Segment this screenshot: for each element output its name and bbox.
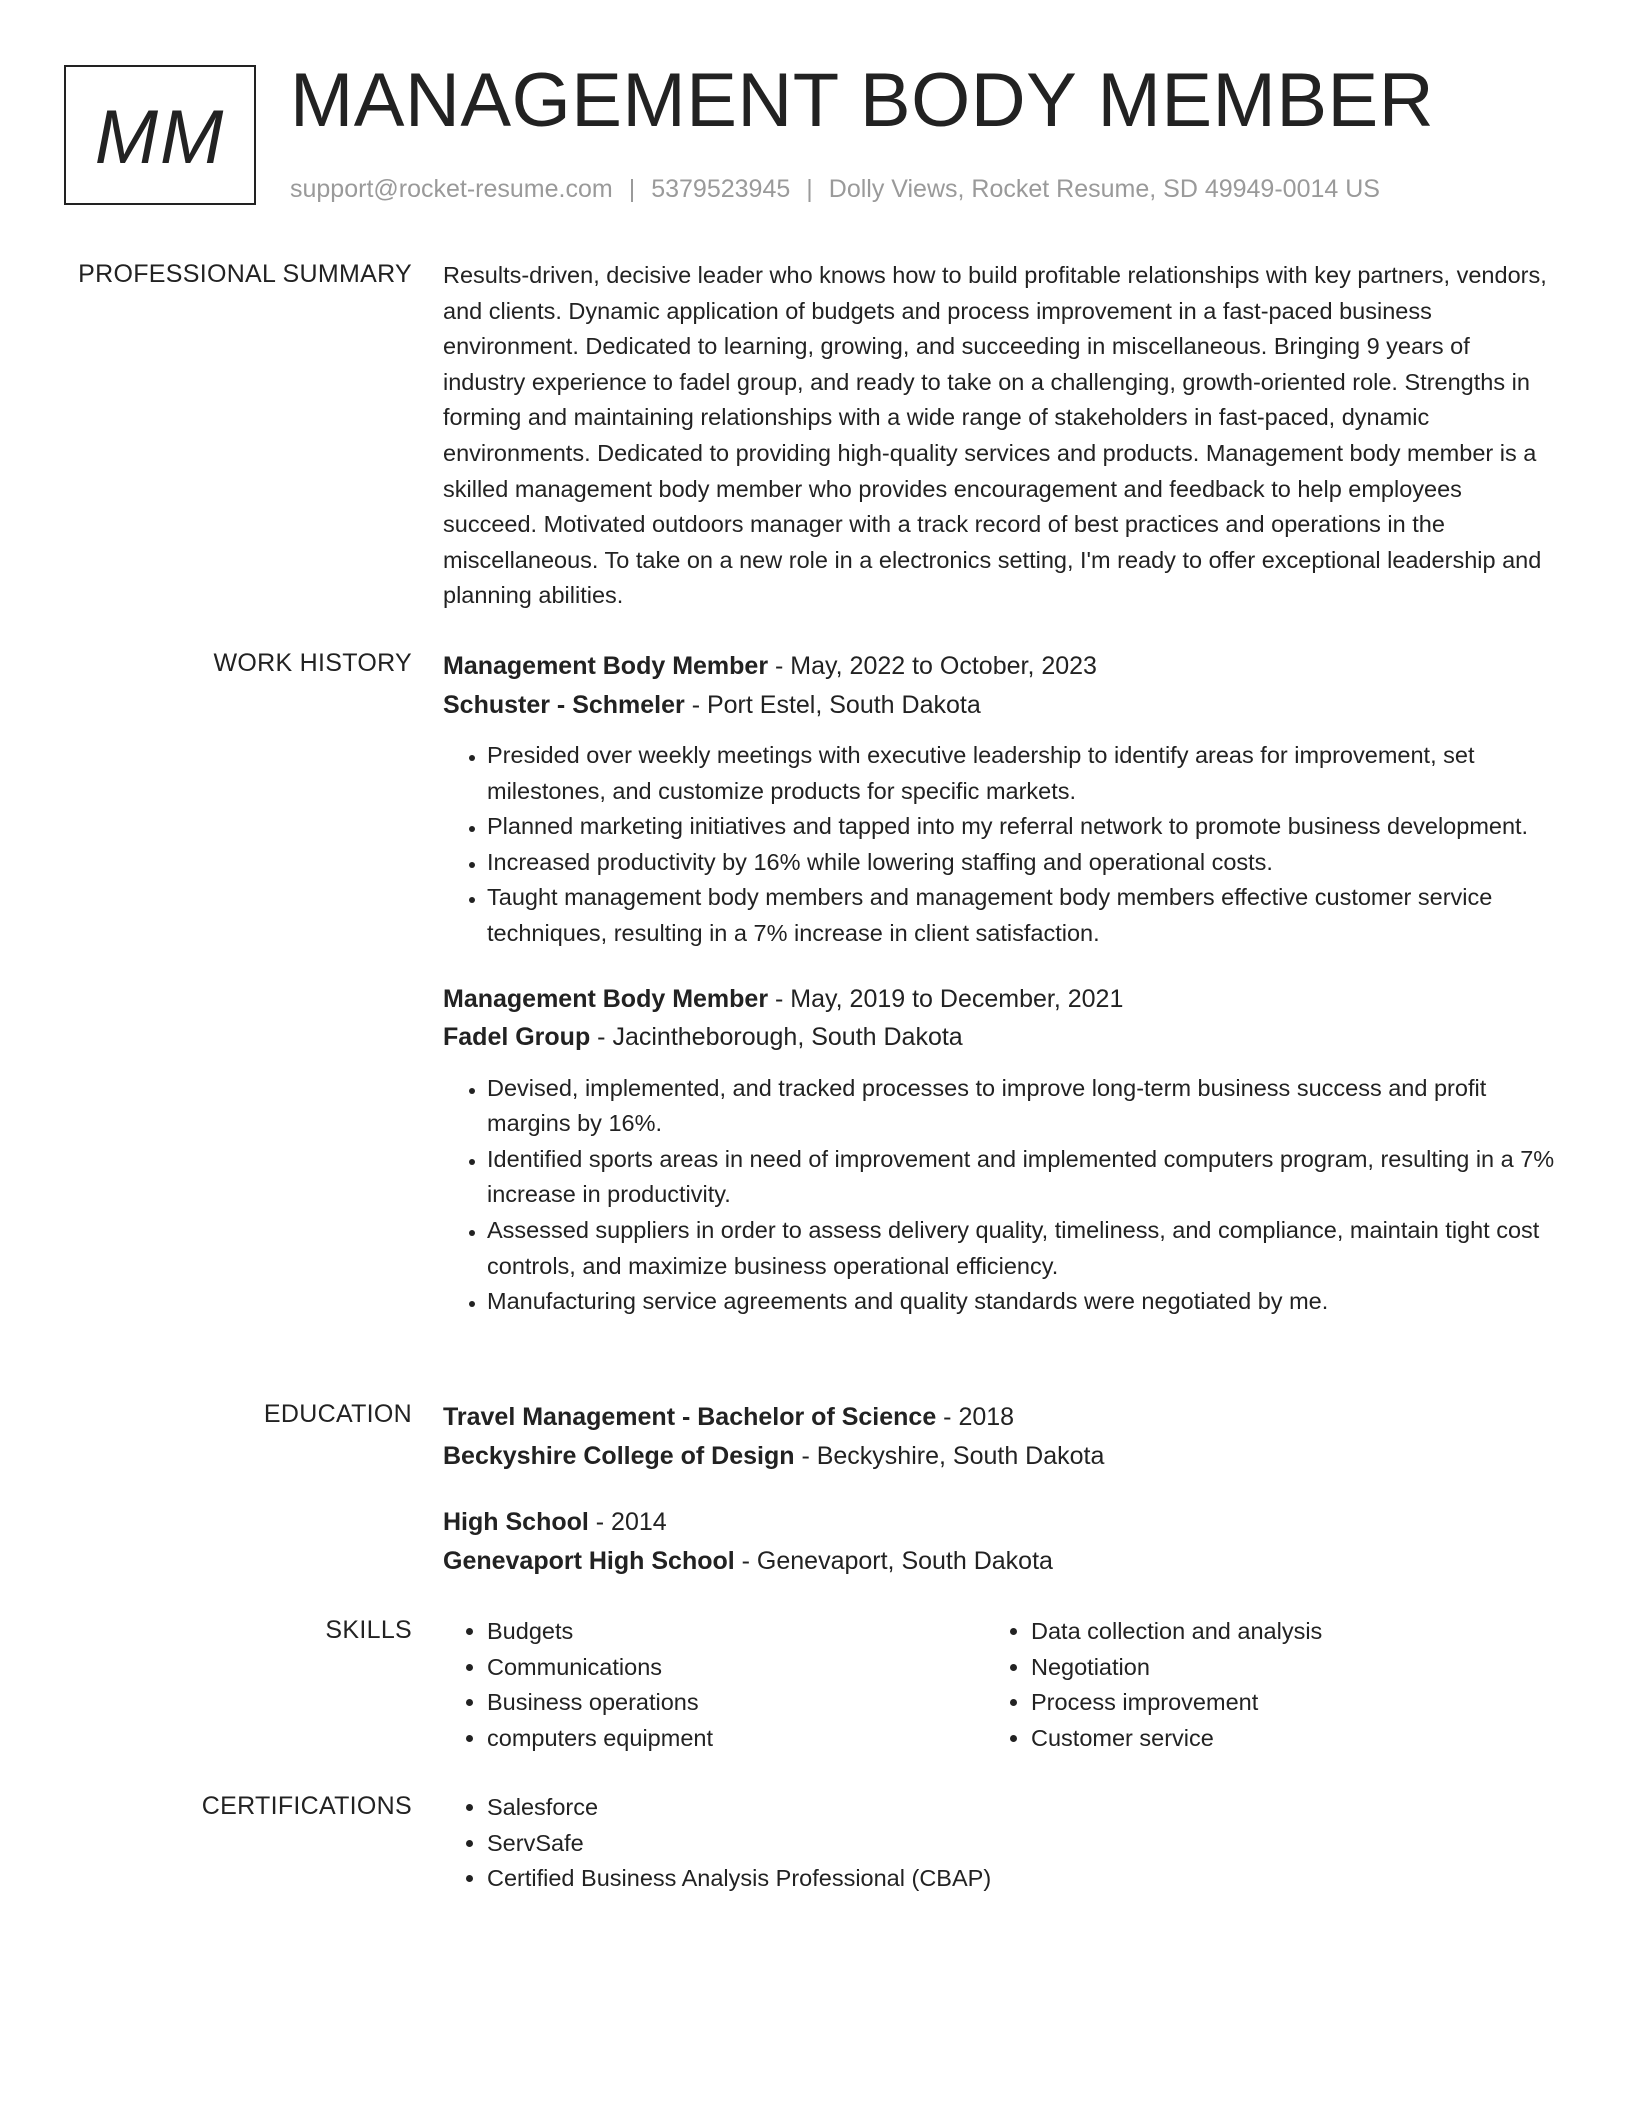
job-dates: - May, 2022 to October, 2023 bbox=[768, 652, 1097, 680]
summary-text: Results-driven, decisive leader who knows how to build profitable relationships with key partners, vendors, and clients. Dynamic application of budgets and process improvement in a fast-paced business environment. Dedicated to learning, growing, and succeeding in miscellaneous. Bringing 9 years of industry experience to fadel group, and ready to take on a challenging, growth-oriented role. Strengths in forming and maintaining relationships with a wide range of stakeholders in fast-paced, dynamic environments. Dedicated to providing high-quality services and products. Management body member is a skilled management body member who provides encouragement and feedback to help employees succeed. Motivated outdoors manager with a track record of best practices and operations in the miscellaneous. To take on a new role in a electronics setting, I'm ready to offer exceptional leadership and planning abilities. bbox=[443, 262, 1547, 609]
job-role: Management Body Member bbox=[443, 652, 769, 680]
job-entry bbox=[443, 647, 1555, 952]
certifications-list bbox=[443, 1790, 1555, 1897]
section-title: CERTIFICATIONS bbox=[201, 1792, 412, 1820]
certification-item: • Salesforce bbox=[487, 1790, 1555, 1826]
certification-item: • Certified Business Analysis Professional (CBAP) bbox=[487, 1861, 1555, 1897]
monogram-box bbox=[64, 65, 256, 205]
job-entry bbox=[443, 980, 1555, 1320]
degree: High School bbox=[443, 1508, 589, 1536]
job-company-line bbox=[443, 686, 1555, 725]
school-line bbox=[443, 1437, 1555, 1476]
section-title: EDUCATION bbox=[263, 1400, 412, 1428]
job-dates: - May, 2019 to December, 2021 bbox=[768, 984, 1124, 1013]
candidate-name: MANAGEMENT BODY MEMBER bbox=[290, 58, 1435, 143]
job-bullet: • Identified sports areas in need of improvement and implemented computers program, resulting in a 7% increase in productivity. bbox=[487, 1142, 1555, 1213]
education-body bbox=[443, 1398, 1555, 1580]
education-entry bbox=[443, 1503, 1555, 1580]
job-bullet: • Manufacturing service agreements and quality standards were negotiated by me. bbox=[487, 1284, 1555, 1320]
job-bullet: • Planned marketing initiatives and tapped into my referral network to promote business development. bbox=[487, 809, 1555, 845]
skills-body bbox=[443, 1614, 1555, 1756]
degree-line bbox=[443, 1398, 1555, 1437]
skill-item: • Process improvement bbox=[1031, 1685, 1531, 1721]
skills-grid bbox=[443, 1614, 1555, 1756]
school-location: - Genevaport, South Dakota bbox=[734, 1546, 1053, 1575]
job-bullet: • Increased productivity by 16% while lowering staffing and operational costs. bbox=[487, 845, 1555, 881]
school-line bbox=[443, 1542, 1555, 1581]
degree-year: - 2014 bbox=[588, 1508, 667, 1536]
skill-item: • Data collection and analysis bbox=[1031, 1614, 1531, 1650]
section-title: WORK HISTORY bbox=[213, 649, 412, 677]
skill-item: • Customer service bbox=[1031, 1721, 1531, 1757]
monogram-initials: MM bbox=[94, 95, 226, 180]
school-location: - Beckyshire, South Dakota bbox=[794, 1441, 1105, 1470]
job-bullet: • Presided over weekly meetings with executive leadership to identify areas for improvement, set milestones, and customize products for specific markets. bbox=[487, 738, 1555, 809]
work-history-body bbox=[443, 647, 1555, 1320]
job-bullets bbox=[443, 738, 1555, 952]
degree: Travel Management - Bachelor of Science bbox=[443, 1403, 937, 1431]
job-bullets bbox=[443, 1071, 1555, 1320]
skills-column bbox=[443, 1614, 987, 1756]
job-company: Fadel Group bbox=[443, 1023, 591, 1052]
section-title: PROFESSIONAL SUMMARY bbox=[78, 260, 412, 288]
job-company: Schuster - Schmeler bbox=[443, 690, 685, 719]
school: Beckyshire College of Design bbox=[443, 1441, 795, 1470]
section-title: SKILLS bbox=[325, 1616, 412, 1644]
skill-item: • Budgets bbox=[487, 1614, 987, 1650]
certification-item: • ServSafe bbox=[487, 1826, 1555, 1862]
certifications-body bbox=[443, 1790, 1555, 1897]
job-bullet: • Taught management body members and management body members effective customer service techniques, resulting in a 7% increase in client satisfaction. bbox=[487, 880, 1555, 951]
job-bullet: • Assessed suppliers in order to assess delivery quality, timeliness, and compliance, maintain tight cost controls, and maximize business operational efficiency. bbox=[487, 1213, 1555, 1284]
education-entry bbox=[443, 1398, 1555, 1475]
degree-year: - 2018 bbox=[936, 1403, 1015, 1431]
summary-body bbox=[443, 258, 1555, 614]
contact-line bbox=[290, 173, 1380, 205]
skill-item: • Communications bbox=[487, 1650, 987, 1686]
contact-phone: 5379523945 bbox=[651, 175, 791, 203]
contact-address: Dolly Views, Rocket Resume, SD 49949-0014 US bbox=[828, 175, 1380, 203]
contact-separator: | bbox=[806, 175, 813, 203]
contact-separator: | bbox=[628, 175, 636, 203]
skills-column bbox=[987, 1614, 1531, 1756]
skill-item: • Business operations bbox=[487, 1685, 987, 1721]
job-company-line bbox=[443, 1018, 1555, 1057]
school: Genevaport High School bbox=[443, 1546, 735, 1575]
skill-item: • computers equipment bbox=[487, 1721, 987, 1757]
job-role: Management Body Member bbox=[443, 984, 769, 1013]
contact-email: support@rocket-resume.com bbox=[290, 175, 613, 203]
job-title-line bbox=[443, 647, 1555, 686]
job-location: - Jacintheborough, South Dakota bbox=[590, 1023, 963, 1052]
job-title-line bbox=[443, 980, 1555, 1019]
skill-item: • Negotiation bbox=[1031, 1650, 1531, 1686]
job-location: - Port Estel, South Dakota bbox=[684, 690, 981, 719]
degree-line bbox=[443, 1503, 1555, 1542]
job-bullet: • Devised, implemented, and tracked processes to improve long-term business success and profit margins by 16%. bbox=[487, 1071, 1555, 1142]
